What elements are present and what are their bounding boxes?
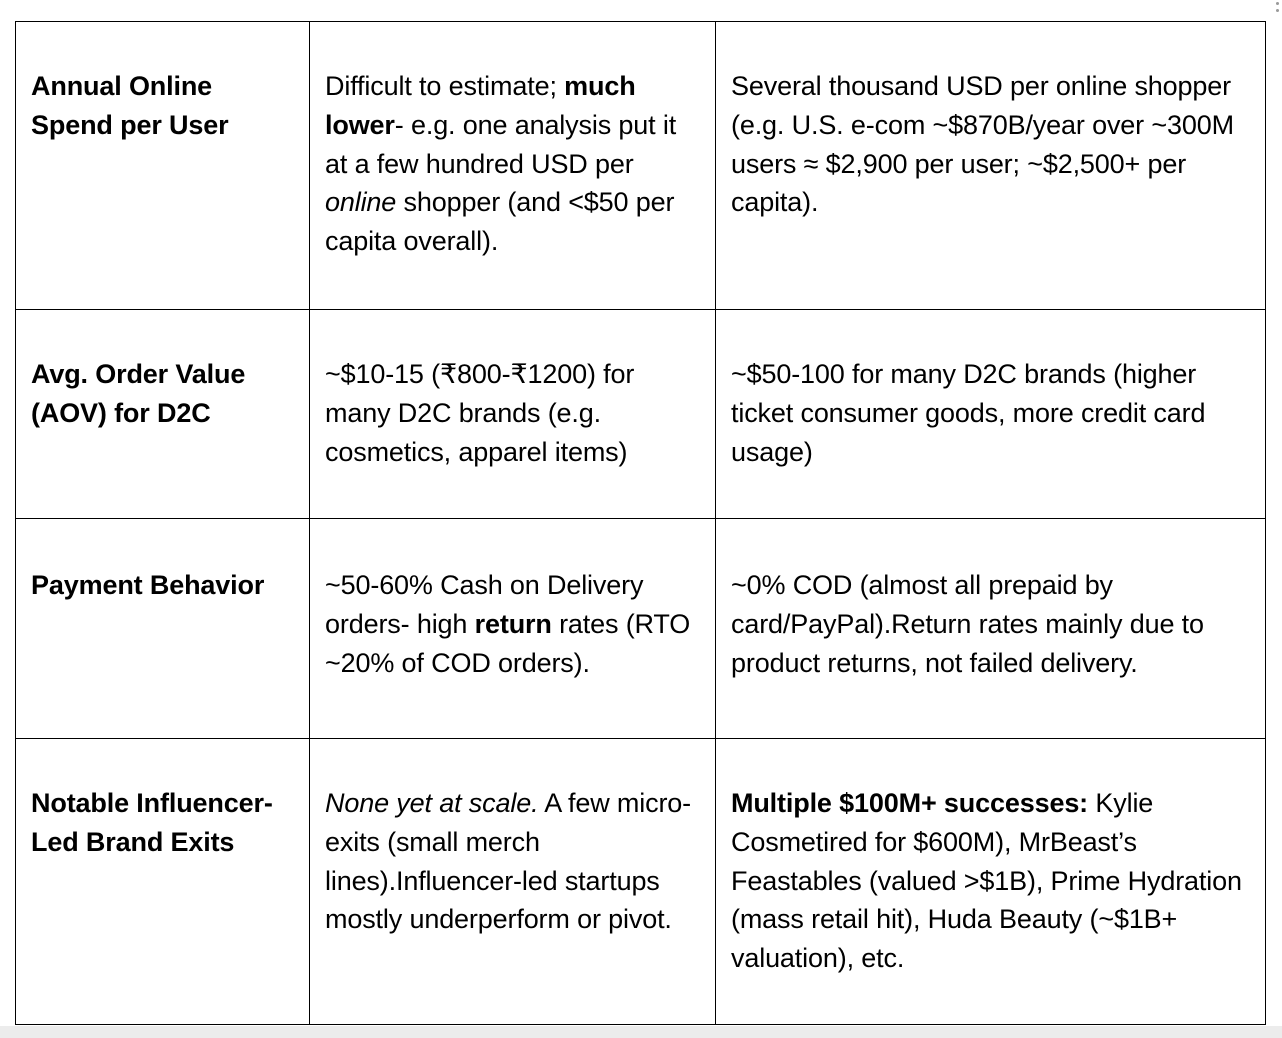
table-row — [16, 22, 1266, 310]
row-label: Payment Behavior — [31, 570, 265, 600]
row-label: Avg. Order Value (AOV) for D2C — [31, 359, 246, 428]
cell-italic-text: None yet at scale. — [325, 788, 539, 818]
cell-text: - e.g. one analysis put it at a few hundred USD per — [325, 109, 677, 179]
cell-text: Several thousand USD per online shopper (e.g. U.S. e-com ~$870B/year over ~300M users ≈ $2,900 per user; ~$2,500+ per capita). — [731, 71, 1234, 218]
comparison-table — [15, 21, 1266, 1025]
cell-text: ~50-60% Cash on Delivery orders- high — [325, 570, 644, 639]
cell-bold-text: much lower — [325, 71, 636, 140]
cell-text: A few micro-exits (small merch lines).Influencer-led startups mostly underperform or pivot. — [325, 788, 692, 935]
us-cell — [716, 519, 1266, 739]
us-cell — [716, 739, 1266, 1025]
cell-text: ~$50-100 for many D2C brands (higher ticket consumer goods, more credit card usage) — [731, 359, 1206, 467]
table-row — [16, 310, 1266, 519]
cell-text: rates (RTO ~20% of COD orders). — [325, 608, 691, 678]
us-cell — [716, 22, 1266, 310]
india-cell — [310, 519, 716, 739]
us-cell — [716, 310, 1266, 519]
cell-bold-text: return — [474, 608, 552, 639]
india-cell — [310, 739, 716, 1025]
table-row — [16, 739, 1266, 1025]
cell-text: shopper (and <$50 per capita overall). — [325, 187, 675, 257]
cell-text: ~0% COD (almost all prepaid by card/PayPal).Return rates mainly due to product returns, not failed delivery. — [731, 570, 1204, 678]
india-cell — [310, 310, 716, 519]
cell-bold-text: Multiple $100M+ successes: — [731, 788, 1089, 818]
cell-italic-text: online — [325, 187, 397, 218]
top-margin — [0, 0, 1282, 20]
scroll-handle-icon[interactable] — [1274, 0, 1280, 14]
bottom-scroll-area — [0, 1026, 1282, 1038]
cell-text: Kylie Cosmetired for $600M), MrBeast’s Feastables (valued >$1B), Prime Hydration (mass retail hit), Huda Beauty (~$1B+ valuation), etc. — [731, 788, 1242, 974]
row-label-cell — [16, 310, 310, 519]
row-label-cell — [16, 22, 310, 310]
cell-text: ~$10-15 (₹800-₹1200) for many D2C brands (e.g. cosmetics, apparel items) — [325, 359, 635, 467]
table-row — [16, 519, 1266, 739]
cell-text: Difficult to estimate; — [325, 71, 565, 101]
row-label-cell — [16, 519, 310, 739]
row-label: Annual Online Spend per User — [31, 71, 229, 140]
row-label-cell — [16, 739, 310, 1025]
row-label: Notable Influencer-Led Brand Exits — [31, 788, 273, 857]
india-cell — [310, 22, 716, 310]
